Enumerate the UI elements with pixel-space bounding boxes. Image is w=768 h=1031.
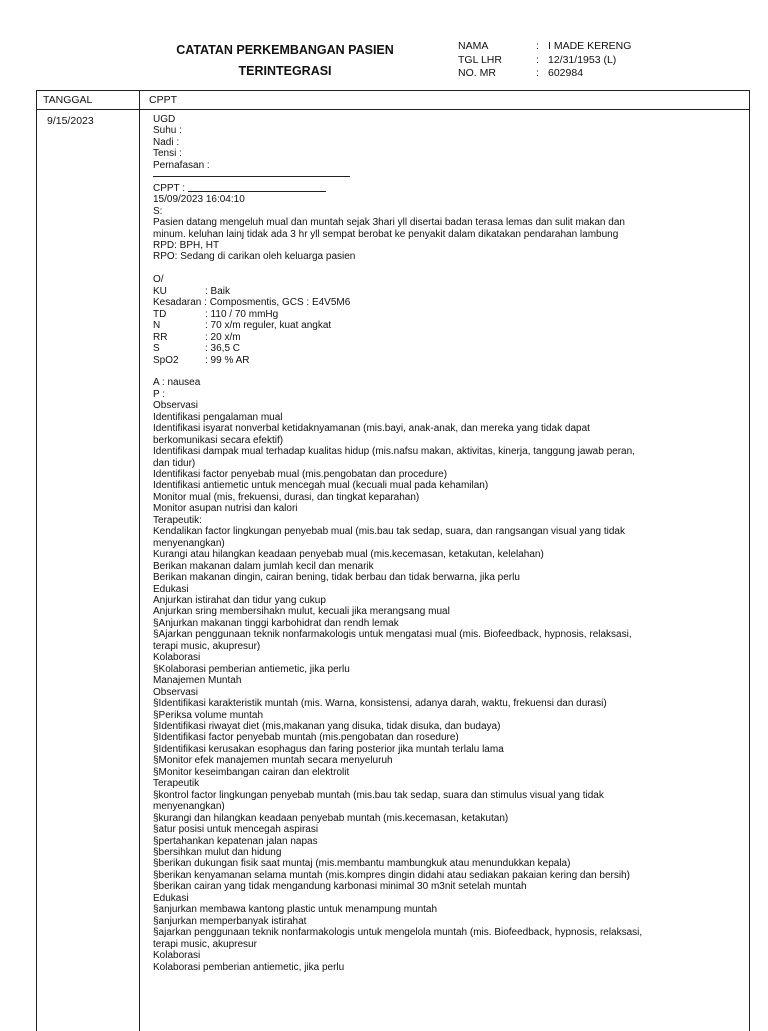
vital-label: RR [153,331,168,343]
text-line: A : nausea [153,377,201,389]
text-line: Monitor mual (mis, frekuensi, durasi, dan tingkat keparahan) [153,491,420,503]
vital-label: N [153,320,161,332]
vital-header-lines [153,114,739,171]
text-line: Identifikasi isyarat nonverbal ketidaknyamanan (mis.bayi, anak-anak, dan mereka yang tidak dapat [153,423,590,435]
text-line: Nadi : [153,136,180,148]
text-line: §berikan dukungan fisik saat muntaj (mis.membantu mambungkuk atau menundukkan kepala) [153,858,571,870]
ku-value: : Baik [205,285,231,297]
patient-name-label: NAMA [458,40,489,52]
patient-name-value: I MADE KERENG [548,40,632,52]
text-line: Identifikasi factor penyebab mual (mis.pengobatan dan procedure) [153,469,448,481]
patient-dob-value: 12/31/1953 (L) [548,53,617,66]
text-line: Edukasi [153,583,189,595]
colon: : [536,40,539,52]
text-line: RPO: Sedang di carikan oleh keluarga pasien [153,251,356,263]
text-line: Monitor asupan nutrisi dan kalori [153,503,298,515]
text-line: §kurangi dan hilangkan keadaan penyebab muntah (mis.kecemasan, ketakutan) [153,812,509,824]
text-line: UGD [153,114,176,125]
text-line: Anjurkan istirahat dan tidur yang cukup [153,595,326,606]
vital-value: : 70 x/m reguler, kuat angkat [205,320,332,332]
patient-mr-row [458,67,631,81]
text-line: Identifikasi pengalaman mual [153,411,283,423]
text-line: §pertahankan kepatenan jalan napas [153,835,318,847]
cppt-table [36,90,750,1031]
text-line: terapi music, akupresur) [153,640,261,652]
text-line: Terapeutik [153,778,200,790]
patient-mr-value: 602984 [548,67,584,79]
text-line: §atur posisi untuk mencegah aspirasi [153,824,319,836]
separator-line [153,171,739,182]
patient-mr-label: NO. MR [458,67,496,79]
text-line: §Monitor efek manajemen muntah secara menyeluruh [153,755,393,767]
vital-row [153,309,739,320]
text-line: Manajemen Muntah [153,675,242,687]
text-line: S: [153,205,163,217]
text-line: §Identifikasi factor penyebab muntah (mis.pengobatan dan rosedure) [153,732,459,744]
text-line: Kolaborasi [153,950,201,962]
text-line: §Identifikasi karakteristik muntah (mis. Warna, konsistensi, adanya darah, waktu, frekuensi dan durasi) [153,698,607,710]
column-header-cppt: CPPT [149,94,178,106]
text-line: Tensi : [153,148,182,160]
text-line: §Anjurkan makanan tinggi karbohidrat dan rendh lemak [153,617,399,629]
vital-signs [153,309,739,366]
text-line: §berikan kenyamanan selama muntah (mis.kompres dingin didahi atau sediakan pakaian kering dan bersih) [153,869,630,881]
vital-row [153,332,739,343]
vital-label: TD [153,308,167,320]
ku-label: KU [153,285,167,297]
column-divider [139,91,140,1031]
text-line: §Kolaborasi pemberian antiemetic, jika perlu [153,663,350,675]
text-line: berkomunikasi secara efektif) [153,434,284,446]
text-line: Edukasi [153,892,189,904]
text-line: §Ajarkan penggunaan teknik nonfarmakologis untuk mengatasi mual (mis. Biofeedback, hypnosis, relaksasi, [153,629,632,641]
column-header-tanggal: TANGGAL [43,94,93,106]
vital-value: : 99 % AR [205,354,250,366]
text-line: Observasi [153,400,199,412]
text-line [153,263,739,274]
text-line: Pasien datang mengeluh mual dan muntah sejak 3hari yll disertai badan terasa lemas dan sulit makan dan [153,217,625,229]
colon: : [536,67,539,79]
text-line: Anjurkan sring membersihakn mulut, kecuali jika merangsang mual [153,606,450,618]
text-line: minum. keluhan lainj tidak ada 3 hr yll sempat berobat ke penyakit dalam dikatakan pendarahan lambung [153,228,619,240]
text-line: §Identifikasi kerusakan esophagus dan faring posterior jika muntah terlalu lama [153,743,504,755]
text-line [153,366,739,377]
text-line: §berikan cairan yang tidak mengandung karbonasi minimal 30 m3nit setelah muntah [153,881,527,893]
text-line: P : [153,388,166,400]
text-line: Kendalikan factor lingkungan penyebab mual (mis.bau tak sedap, suara, dan rangsangan visual yang tidak [153,526,625,538]
text-line: Identifikasi dampak mual terhadap kualitas hidup (mis.nafsu makan, aktivitas, kinerja, tanggung jawab peran, [153,446,635,458]
text-line: Kolaborasi pemberian antiemetic, jika perlu [153,961,345,973]
vital-label: SpO2 [153,354,179,366]
vital-row [153,343,739,354]
text-line: Suhu : [153,125,182,137]
vital-value: : 20 x/m [205,331,241,343]
text-line: Kolaborasi [153,652,201,664]
cppt-signature-line [153,183,739,194]
text-line: dan tidur) [153,457,196,469]
text-line: menyenangkan) [153,801,225,813]
patient-name-row [458,40,631,54]
text-line: O/ [153,274,164,286]
title-line-1: CATATAN PERKEMBANGAN PASIEN [176,43,394,57]
cppt-entry [153,114,739,973]
entry-date: 9/15/2023 [47,115,94,127]
text-line: menyenangkan) [153,537,225,549]
text-line: §bersihkan mulut dan hidung [153,846,282,858]
ku-row [153,286,739,297]
text-line: RPD: BPH, HT [153,239,220,251]
vital-value: : 36,5 C [205,343,241,355]
text-line: Identifikasi antiemetic untuk mencegah mual (kecuali mual pada kehamilan) [153,480,489,492]
patient-info [458,40,631,81]
cppt-label: CPPT : [153,182,188,194]
vital-row [153,355,739,366]
vital-label: S [153,343,160,355]
table-header [37,91,749,110]
document-title [150,40,420,82]
text-line: §anjurkan membawa kantong plastic untuk menampung muntah [153,904,438,916]
text-line: §Monitor keseimbangan cairan dan elektrolit [153,766,350,778]
vital-row [153,320,739,331]
text-line: Observasi [153,686,199,698]
text-line: §Identifikasi riwayat diet (mis,makanan yang disuka, tidak disuka, dan budaya) [153,720,501,732]
subjective-section [153,206,739,286]
text-line: Terapeutik: [153,514,202,526]
patient-dob-label: TGL LHR [458,53,502,66]
text-line: Berikan makanan dalam jumlah kecil dan menarik [153,560,374,572]
text-line: §anjurkan memperbanyak istirahat [153,915,307,927]
entry-datetime: 15/09/2023 16:04:10 [153,194,245,206]
colon: : [536,53,539,66]
vital-value: : 110 / 70 mmHg [205,308,279,320]
kesadaran: Kesadaran : Composmentis, GCS : E4V5M6 [153,297,351,309]
text-line: Berikan makanan dingin, cairan bening, tidak berbau dan tidak berwarna, jika perlu [153,572,520,584]
text-line: Kurangi atau hilangkan keadaan penyebab mual (mis.kecemasan, ketakutan, kelelahan) [153,549,544,561]
text-line: §Periksa volume muntah [153,709,264,721]
patient-dob-row [458,54,631,68]
text-line: §ajarkan penggunaan teknik nonfarmakologis untuk mengelola muntah (mis. Biofeedback, hypnosis, relaksasi, [153,927,643,939]
text-line: Pernafasan : [153,159,210,171]
text-line: §kontrol factor lingkungan penyebab muntah (mis.bau tak sedap, suara dan stimulus visual yang tidak [153,789,604,801]
text-line: terapi music, akupresur [153,938,257,950]
title-line-2: TERINTEGRASI [238,64,332,78]
assessment-plan-section [153,366,739,973]
